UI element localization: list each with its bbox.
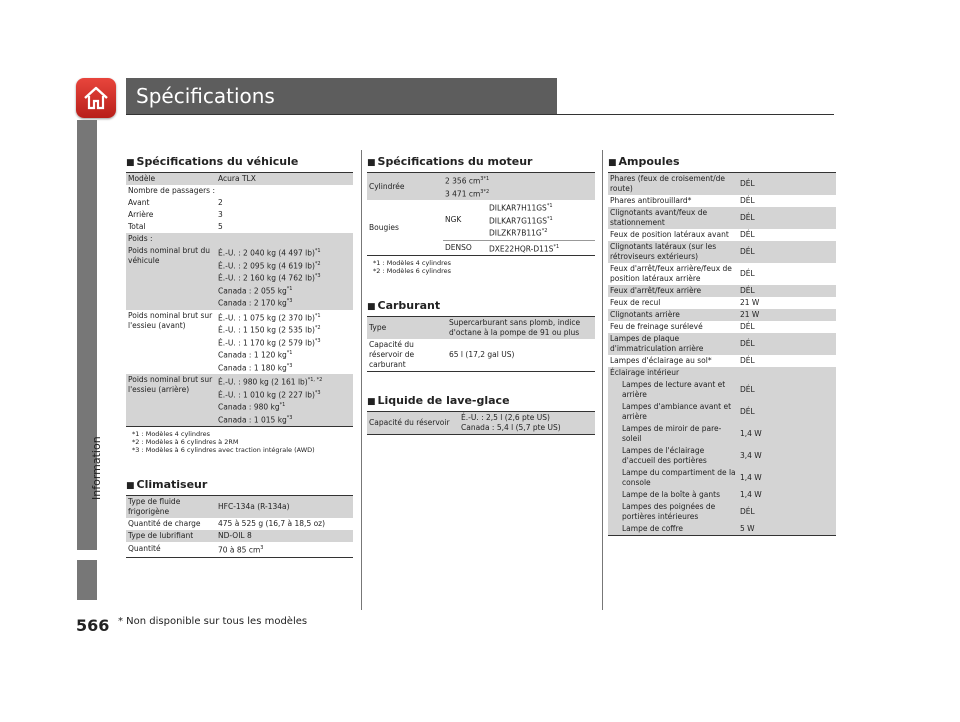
table-row: Poids : — [126, 233, 353, 245]
table-row: Quantité 70 à 85 $cm^3$ — [128, 544, 264, 555]
table-row: Lampe du compartiment de la console 1,4 W — [608, 467, 836, 489]
table-row: Lampe de la boîte à gants 1,4 W — [608, 489, 836, 501]
table-row: Clignotants latéraux (sur les rétroviseurs extérieurs) DÉL — [608, 241, 836, 263]
vehicle-table — [126, 172, 353, 427]
table-row: Feux d'arrêt/feux arrière/feux de position latéraux arrière DÉL — [610, 264, 755, 283]
washer-table — [367, 411, 595, 435]
table-row: Clignotants arrière 21 W — [608, 309, 836, 321]
table-row: Phares antibrouillard* DÉL — [610, 196, 755, 205]
bulbs-heading: ■ Ampoules — [608, 155, 680, 168]
column-1 — [126, 155, 353, 558]
table-row: Lampes de lecture avant et arrière DÉL — [608, 379, 836, 401]
table-row: Modèle Acura TLX — [126, 173, 353, 186]
table-row: Capacité du réservoir de carburant 65 l (17,2 gal US) — [369, 340, 515, 369]
column-divider-1 — [361, 150, 362, 610]
table-row: Poids nominal brut du véhicule É.-U. : 2 040 kg (4 497 lb)$^{*1}$ É.-U. : 2 095 kg (4 619 lb)$^{*2}$ É.-U. : 2 160 kg (4 762 lb)$^{*3}$ Canada : 2 055 $kg^{*1}$ Canada : 2 170 $kg^{*3}$ — [126, 245, 353, 310]
table-row: Clignotants avant/feux de stationnement DÉL — [608, 207, 836, 229]
table-row: Poids nominal brut sur l'essieu (arrière) É.-U. : 980 kg (2 161 lb)$^{*1, *2}$ É.-U. : 1 010 kg (2 227 lb)$^{*3}$ Canada : 980 $kg^{*1}$ Canada : 1 015 $kg^{*3}$ — [126, 374, 353, 427]
table-row: Lampes de l'éclairage d'accueil des portières 3,4 W — [608, 445, 836, 467]
table-row: Arrière 3 — [128, 210, 223, 219]
table-row: Lampe de coffre 5 W — [608, 523, 836, 536]
table-row: Poids nominal brut sur l'essieu (avant) É.-U. : 1 075 kg (2 370 lb)$^{*1}$ É.-U. : 1 150 kg (2 535 lb)$^{*2}$ É.-U. : 1 170 kg (2 579 lb)$^{*3}$ Canada : 1 120 $kg^{*1}$ Canada : 1 180 $kg^{*3}$ — [128, 310, 321, 372]
vehicle-heading: ■ Spécifications du véhicule — [126, 155, 299, 168]
table-row: Quantité de charge 475 à 525 g (16,7 à 18,5 oz) — [128, 519, 326, 528]
table-row: Avant 2 — [128, 198, 223, 207]
engine-footnotes: *1 : Modèles 4 cylindres *2 : Modèles 6 cylindres — [373, 259, 452, 275]
table-row: Capacité du réservoir É.-U. : 2,5 l (2,6 pte US) Canada : 5,4 l (5,7 pte US) — [367, 412, 595, 435]
climate-table — [126, 495, 353, 558]
home-button[interactable] — [76, 78, 116, 118]
table-row: Phares (feux de croisement/de route) DÉL — [608, 173, 836, 196]
table-row: Lampes de miroir de pare-soleil 1,4 W — [608, 423, 836, 445]
page-title: Spécifications — [126, 78, 557, 114]
table-row: Feux d'arrêt/feux arrière DÉL — [608, 285, 836, 297]
table-row: Bougies NGK DILKAR7H11GS$^{*1}$ DILKAR7G11GS$^{*1}$ $DILZKR7B11G^{*2}$ — [369, 203, 553, 238]
table-row: DENSO $DXE22HQR-D11S^{*1}$ — [367, 240, 595, 256]
table-row: Type de lubrifiant ND-OIL 8 — [126, 530, 353, 542]
vehicle-footnotes: *1 : Modèles 4 cylindres *2 : Modèles à 6 cylindres à 2RM *3 : Modèles à 6 cylindres avec traction intégrale (AWD) — [132, 430, 315, 454]
table-row: Feu de freinage surélevé DÉL — [610, 322, 755, 331]
side-label: Information — [90, 436, 103, 500]
table-row: Lampes de plaque d'immatriculation arrière DÉL — [608, 333, 836, 355]
table-row: Feux de position latéraux avant DÉL — [610, 230, 755, 239]
engine-heading: ■ Spécifications du moteur — [367, 155, 533, 168]
table-row: Lampes d'éclairage au sol* DÉL — [610, 356, 755, 365]
table-row: Lampes des poignées de portières intérieures DÉL — [608, 501, 836, 523]
table-row: Lampes d'ambiance avant et arrière DÉL — [608, 401, 836, 423]
column-divider-2 — [602, 150, 603, 610]
table-row: Nombre de passagers : — [128, 186, 215, 195]
bulbs-table — [608, 172, 836, 536]
table-row: Feux de recul 21 W — [610, 298, 760, 307]
climate-heading: ■ Climatiseur — [126, 478, 208, 491]
column-3 — [608, 155, 836, 536]
title-rule — [126, 114, 834, 115]
washer-heading: ■ Liquide de lave-glace — [367, 394, 510, 407]
table-row: Cylindrée 2 356 $cm^{3*1}$ 3 471 $cm^{3*2}$ — [367, 173, 595, 201]
engine-table — [367, 172, 595, 256]
table-row: Éclairage intérieur — [608, 367, 836, 379]
side-tab[interactable] — [77, 120, 97, 600]
bottom-footnote: * Non disponible sur tous les modèles — [118, 616, 308, 627]
fuel-heading: ■ Carburant — [367, 299, 441, 312]
fuel-table — [367, 316, 595, 372]
table-row: Type Supercarburant sans plomb, indice d'octane à la pompe de 91 ou plus — [367, 317, 595, 340]
page-number: 566 — [76, 616, 110, 635]
home-icon — [82, 84, 110, 112]
table-row: Total 5 — [128, 222, 223, 231]
table-row: Type de fluide frigorigène HFC-134a (R-134a) — [126, 496, 353, 519]
column-2 — [367, 155, 595, 435]
